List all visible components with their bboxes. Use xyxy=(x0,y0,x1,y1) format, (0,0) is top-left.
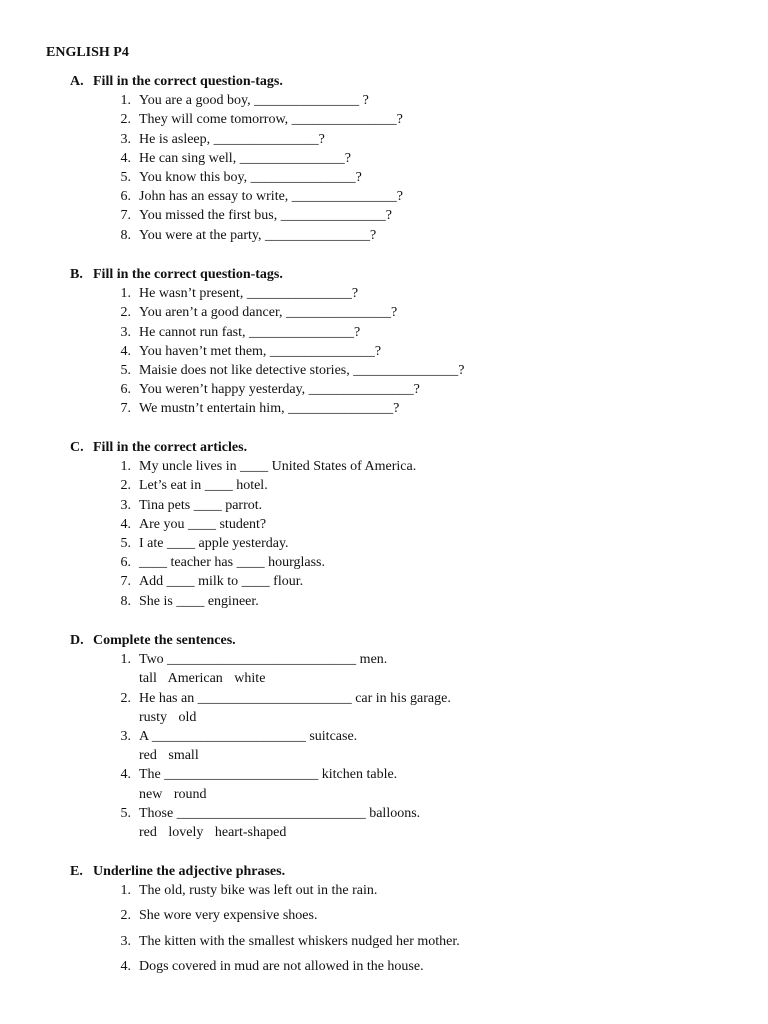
exercise-item xyxy=(70,650,388,669)
item-text: She wore very expensive shoes. xyxy=(139,908,318,924)
exercise-item xyxy=(70,361,465,380)
item-text: You missed the first bus, _______________? xyxy=(139,208,392,224)
exercise-item xyxy=(70,342,382,361)
item-text: She is ____ engineer. xyxy=(139,593,259,609)
word-options xyxy=(70,746,236,765)
exercise-item xyxy=(70,284,359,303)
exercise-item xyxy=(70,957,424,982)
section-letter: D. xyxy=(70,633,84,648)
exercise-item xyxy=(70,399,400,418)
item-number: 6. xyxy=(120,382,131,398)
item-text: You are a good boy, _______________ ? xyxy=(139,93,369,109)
item-text: Those ___________________________ balloons. xyxy=(139,805,421,821)
item-text: Let’s eat in ____ hotel. xyxy=(139,478,268,494)
exercise-item xyxy=(70,881,378,906)
exercise-item xyxy=(70,553,325,572)
item-number: 4. xyxy=(120,343,131,359)
word-options xyxy=(70,708,236,727)
exercise-item xyxy=(70,303,398,322)
item-text: My uncle lives in ____ United States of America. xyxy=(139,459,417,475)
item-text: Tina pets ____ parrot. xyxy=(139,497,263,513)
exercise-item xyxy=(70,932,460,957)
item-text: John has an essay to write, _______________? xyxy=(139,189,404,205)
item-text: You weren’t happy yesterday, _______________? xyxy=(139,382,420,398)
section-heading xyxy=(70,438,247,457)
item-number: 5. xyxy=(120,362,131,378)
exercise-item xyxy=(70,727,358,746)
item-number: 2. xyxy=(120,690,131,706)
exercise-item xyxy=(70,168,362,187)
word-options xyxy=(70,669,266,688)
item-text: He wasn’t present, _______________? xyxy=(139,286,359,302)
item-number: 3. xyxy=(120,324,131,340)
item-text: You haven’t met them, _______________? xyxy=(139,343,382,359)
item-number: 7. xyxy=(120,208,131,224)
exercise-item xyxy=(70,457,417,476)
section-heading xyxy=(70,72,283,91)
item-number: 6. xyxy=(120,189,131,205)
option-words: red small xyxy=(139,748,199,764)
item-number: 1. xyxy=(120,93,131,109)
section-letter: E. xyxy=(70,864,83,879)
item-number: 2. xyxy=(120,305,131,321)
item-number: 1. xyxy=(120,286,131,302)
item-text: You aren’t a good dancer, _______________? xyxy=(139,305,398,321)
item-text: They will come tomorrow, _______________? xyxy=(139,112,403,128)
option-words: tall American white xyxy=(139,671,266,687)
item-number: 3. xyxy=(120,728,131,744)
section-heading xyxy=(70,631,236,650)
exercise-item xyxy=(70,515,267,534)
exercise-item xyxy=(70,534,289,553)
exercise-item xyxy=(70,110,403,129)
item-number: 2. xyxy=(120,478,131,494)
item-number: 3. xyxy=(120,933,131,949)
item-number: 5. xyxy=(120,169,131,185)
item-number: 4. xyxy=(120,150,131,166)
item-number: 2. xyxy=(120,908,131,924)
item-number: 4. xyxy=(120,516,131,532)
section-letter: B. xyxy=(70,267,83,282)
exercise-item xyxy=(70,130,325,149)
section-title: Fill in the correct articles. xyxy=(93,440,248,455)
exercise-item xyxy=(70,206,392,225)
item-number: 4. xyxy=(120,767,131,783)
item-text: The ______________________ kitchen table. xyxy=(139,767,398,783)
section-d xyxy=(70,631,451,842)
item-text: ____ teacher has ____ hourglass. xyxy=(139,555,325,571)
item-number: 8. xyxy=(120,593,131,609)
section-title: Fill in the correct question-tags. xyxy=(93,74,283,89)
section-e xyxy=(70,862,460,982)
item-number: 1. xyxy=(120,459,131,475)
item-text: The old, rusty bike was left out in the rain. xyxy=(139,883,378,899)
exercise-item xyxy=(70,149,351,168)
exercise-item xyxy=(70,592,259,611)
section-title: Underline the adjective phrases. xyxy=(93,864,286,879)
item-text: I ate ____ apple yesterday. xyxy=(139,535,289,551)
section-title: Fill in the correct question-tags. xyxy=(93,267,283,282)
option-words: new round xyxy=(139,786,207,802)
option-words: rusty old xyxy=(139,709,197,725)
item-text: Maisie does not like detective stories, _______________? xyxy=(139,362,465,378)
exercise-item xyxy=(70,91,369,110)
item-number: 5. xyxy=(120,535,131,551)
word-options xyxy=(70,785,236,804)
exercise-item xyxy=(70,476,268,495)
item-text: Are you ____ student? xyxy=(139,516,267,532)
item-number: 1. xyxy=(120,883,131,899)
section-b xyxy=(70,265,465,419)
word-options xyxy=(70,823,287,842)
item-text: He is asleep, _______________? xyxy=(139,131,325,147)
item-text: Two ___________________________ men. xyxy=(139,652,388,668)
exercise-item xyxy=(70,765,398,784)
item-number: 7. xyxy=(120,401,131,417)
item-text: He can sing well, _______________? xyxy=(139,150,351,166)
exercise-item xyxy=(70,323,361,342)
exercise-item xyxy=(70,804,421,823)
section-title: Complete the sentences. xyxy=(93,633,236,648)
item-number: 6. xyxy=(120,555,131,571)
item-number: 7. xyxy=(120,574,131,590)
item-number: 2. xyxy=(120,112,131,128)
exercise-item xyxy=(70,226,377,245)
exercise-item xyxy=(70,380,420,399)
item-number: 3. xyxy=(120,131,131,147)
item-text: Dogs covered in mud are not allowed in the house. xyxy=(139,958,424,974)
item-number: 8. xyxy=(120,227,131,243)
worksheet-title: ENGLISH P4 xyxy=(46,45,129,60)
section-heading xyxy=(70,265,283,284)
section-a xyxy=(70,72,404,245)
item-text: He cannot run fast, _______________? xyxy=(139,324,361,340)
item-text: You know this boy, _______________? xyxy=(139,169,362,185)
item-number: 3. xyxy=(120,497,131,513)
exercise-item xyxy=(70,187,404,206)
section-heading xyxy=(70,862,285,881)
item-text: You were at the party, _______________? xyxy=(139,227,377,243)
item-text: A ______________________ suitcase. xyxy=(139,728,358,744)
item-text: He has an ______________________ car in his garage. xyxy=(139,690,451,706)
section-c xyxy=(70,438,417,611)
option-words: red lovely heart-shaped xyxy=(139,824,287,840)
section-letter: A. xyxy=(70,74,84,89)
item-number: 4. xyxy=(120,958,131,974)
item-text: Add ____ milk to ____ flour. xyxy=(139,574,304,590)
item-text: We mustn’t entertain him, _______________? xyxy=(139,401,400,417)
exercise-item xyxy=(70,496,263,515)
section-letter: C. xyxy=(70,440,84,455)
item-number: 1. xyxy=(120,652,131,668)
exercise-item xyxy=(70,572,304,591)
exercise-item xyxy=(70,906,318,931)
item-text: The kitten with the smallest whiskers nudged her mother. xyxy=(139,933,460,949)
item-number: 5. xyxy=(120,805,131,821)
exercise-item xyxy=(70,689,451,708)
